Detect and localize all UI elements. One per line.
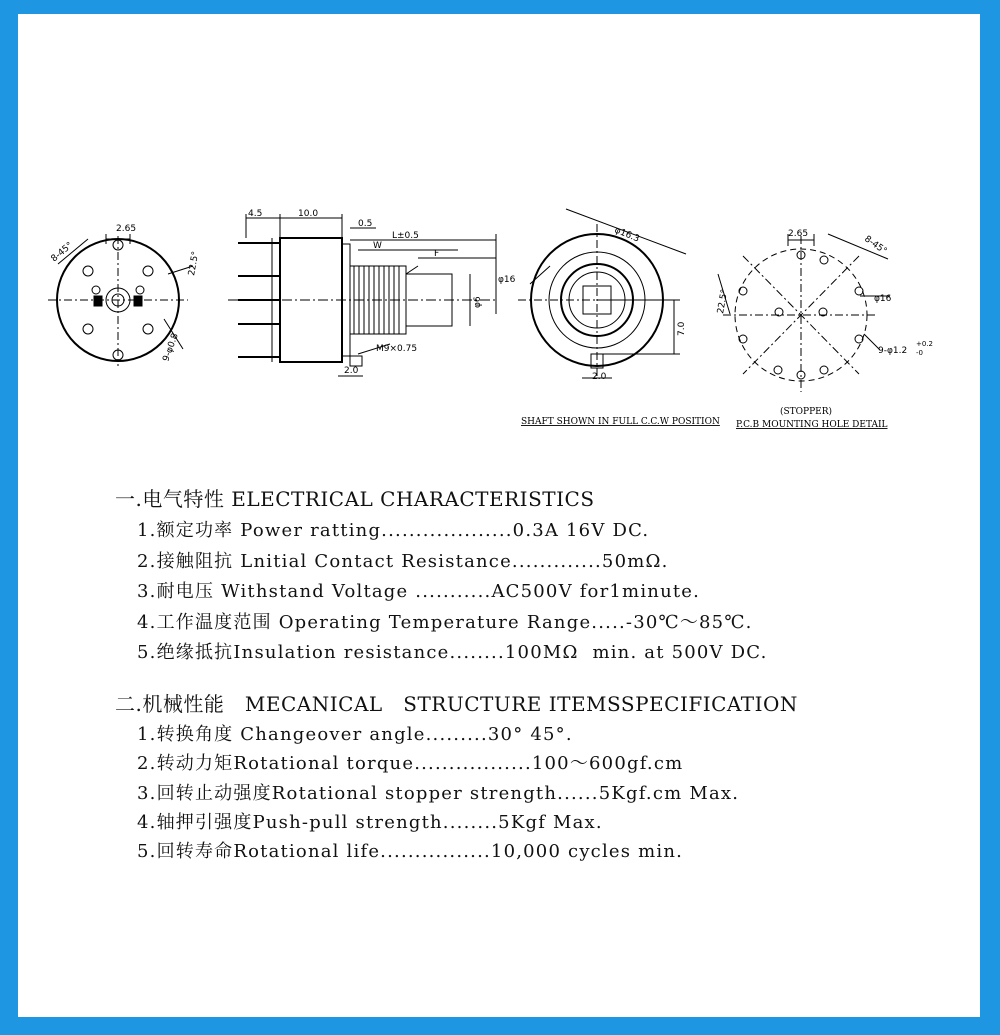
mechanical-item-torque: 2.转动力矩Rotational torque.................100～600gf.cm (137, 753, 684, 775)
electrical-item-contact-resistance: 2.接触阻抗 Lnitial Contact Resistance.............50mΩ. (137, 550, 669, 572)
dim-pcb-8-45: 8-45° (862, 234, 889, 257)
technical-drawings (18, 14, 980, 484)
dim-front-22-5: 22.5° (187, 250, 202, 277)
dim-side-2-0: 2.0 (344, 366, 359, 376)
electrical-heading: 一.电气特性 ELECTRICAL CHARACTERISTICS (115, 487, 595, 511)
dim-side-4-5: 4.5 (248, 209, 263, 219)
mechanical-item-push-pull: 4.轴押引强度Push-pull strength........5Kgf Max. (137, 811, 603, 833)
dim-front-8-45: 8-45° (49, 240, 76, 265)
dim-pcb-9-hole: 9-φ1.2 (878, 346, 908, 356)
mechanical-item-angle: 1.转换角度 Changeover angle.........30° 45°. (137, 724, 573, 745)
dim-pcb-tol-plus: +0.2 (916, 340, 933, 348)
dim-side-w: W (373, 241, 382, 251)
side-view-drawing (228, 214, 498, 376)
mechanical-item-stopper: 3.回转止动强度Rotational stopper strength......5Kgf.cm Max. (137, 782, 740, 804)
pcb-caption: P.C.B MOUNTING HOLE DETAIL (736, 420, 888, 430)
datasheet-page (18, 14, 980, 1017)
mechanical-item-life: 5.回转寿命Rotational life................10,000 cycles min. (137, 841, 684, 863)
dim-pcb-2-65: 2.65 (788, 229, 809, 239)
electrical-item-insulation: 5.绝缘抵抗Insulation resistance........100MΩ min. at 500V DC. (137, 642, 768, 663)
dim-side-0-5: 0.5 (358, 219, 373, 229)
drawing-canvas (18, 14, 980, 484)
dim-front-9-hole: 9-φ0.8 (161, 332, 181, 364)
dim-side-10: 10.0 (298, 209, 319, 219)
electrical-item-withstand-voltage: 3.耐电压 Withstand Voltage ...........AC500V for1minute. (137, 581, 701, 602)
dim-shaft-2: 2.0 (592, 372, 607, 382)
dim-side-shaft-dia: φ6 (473, 296, 483, 308)
mechanical-heading: 二.机械性能 MECANICAL STRUCTURE ITEMSSPECIFICATION (115, 692, 798, 716)
dim-shaft-16: φ16 (498, 275, 516, 285)
dim-shaft-7: 7.0 (677, 321, 687, 336)
electrical-item-temperature: 4.工作温度范围 Operating Temperature Range.....-30℃～85℃. (137, 611, 753, 633)
dim-shaft-16-3: φ16.3 (612, 225, 641, 245)
shaft-caption: SHAFT SHOWN IN FULL C.C.W POSITION (521, 417, 720, 427)
dim-front-2-65: 2.65 (116, 224, 137, 234)
dim-pcb-16: φ16 (874, 294, 892, 304)
pcb-view-drawing (718, 234, 890, 392)
shaft-view-drawing (518, 209, 686, 378)
electrical-characteristics-section (115, 484, 768, 669)
electrical-item-power: 1.额定功率 Power ratting...................0.3A 16V DC. (137, 520, 650, 541)
electrical-list (115, 516, 768, 669)
mechanical-list (115, 720, 798, 866)
mechanical-structure-section (115, 689, 798, 866)
dim-side-length: L±0.5 (392, 231, 419, 241)
dim-pcb-tol-minus: -0 (916, 349, 923, 357)
dim-pcb-22-5: 22.5° (716, 288, 731, 315)
dim-side-thread: M9×0.75 (376, 344, 418, 354)
dim-side-f: F (434, 249, 440, 259)
stopper-label: (STOPPER) (780, 407, 833, 417)
